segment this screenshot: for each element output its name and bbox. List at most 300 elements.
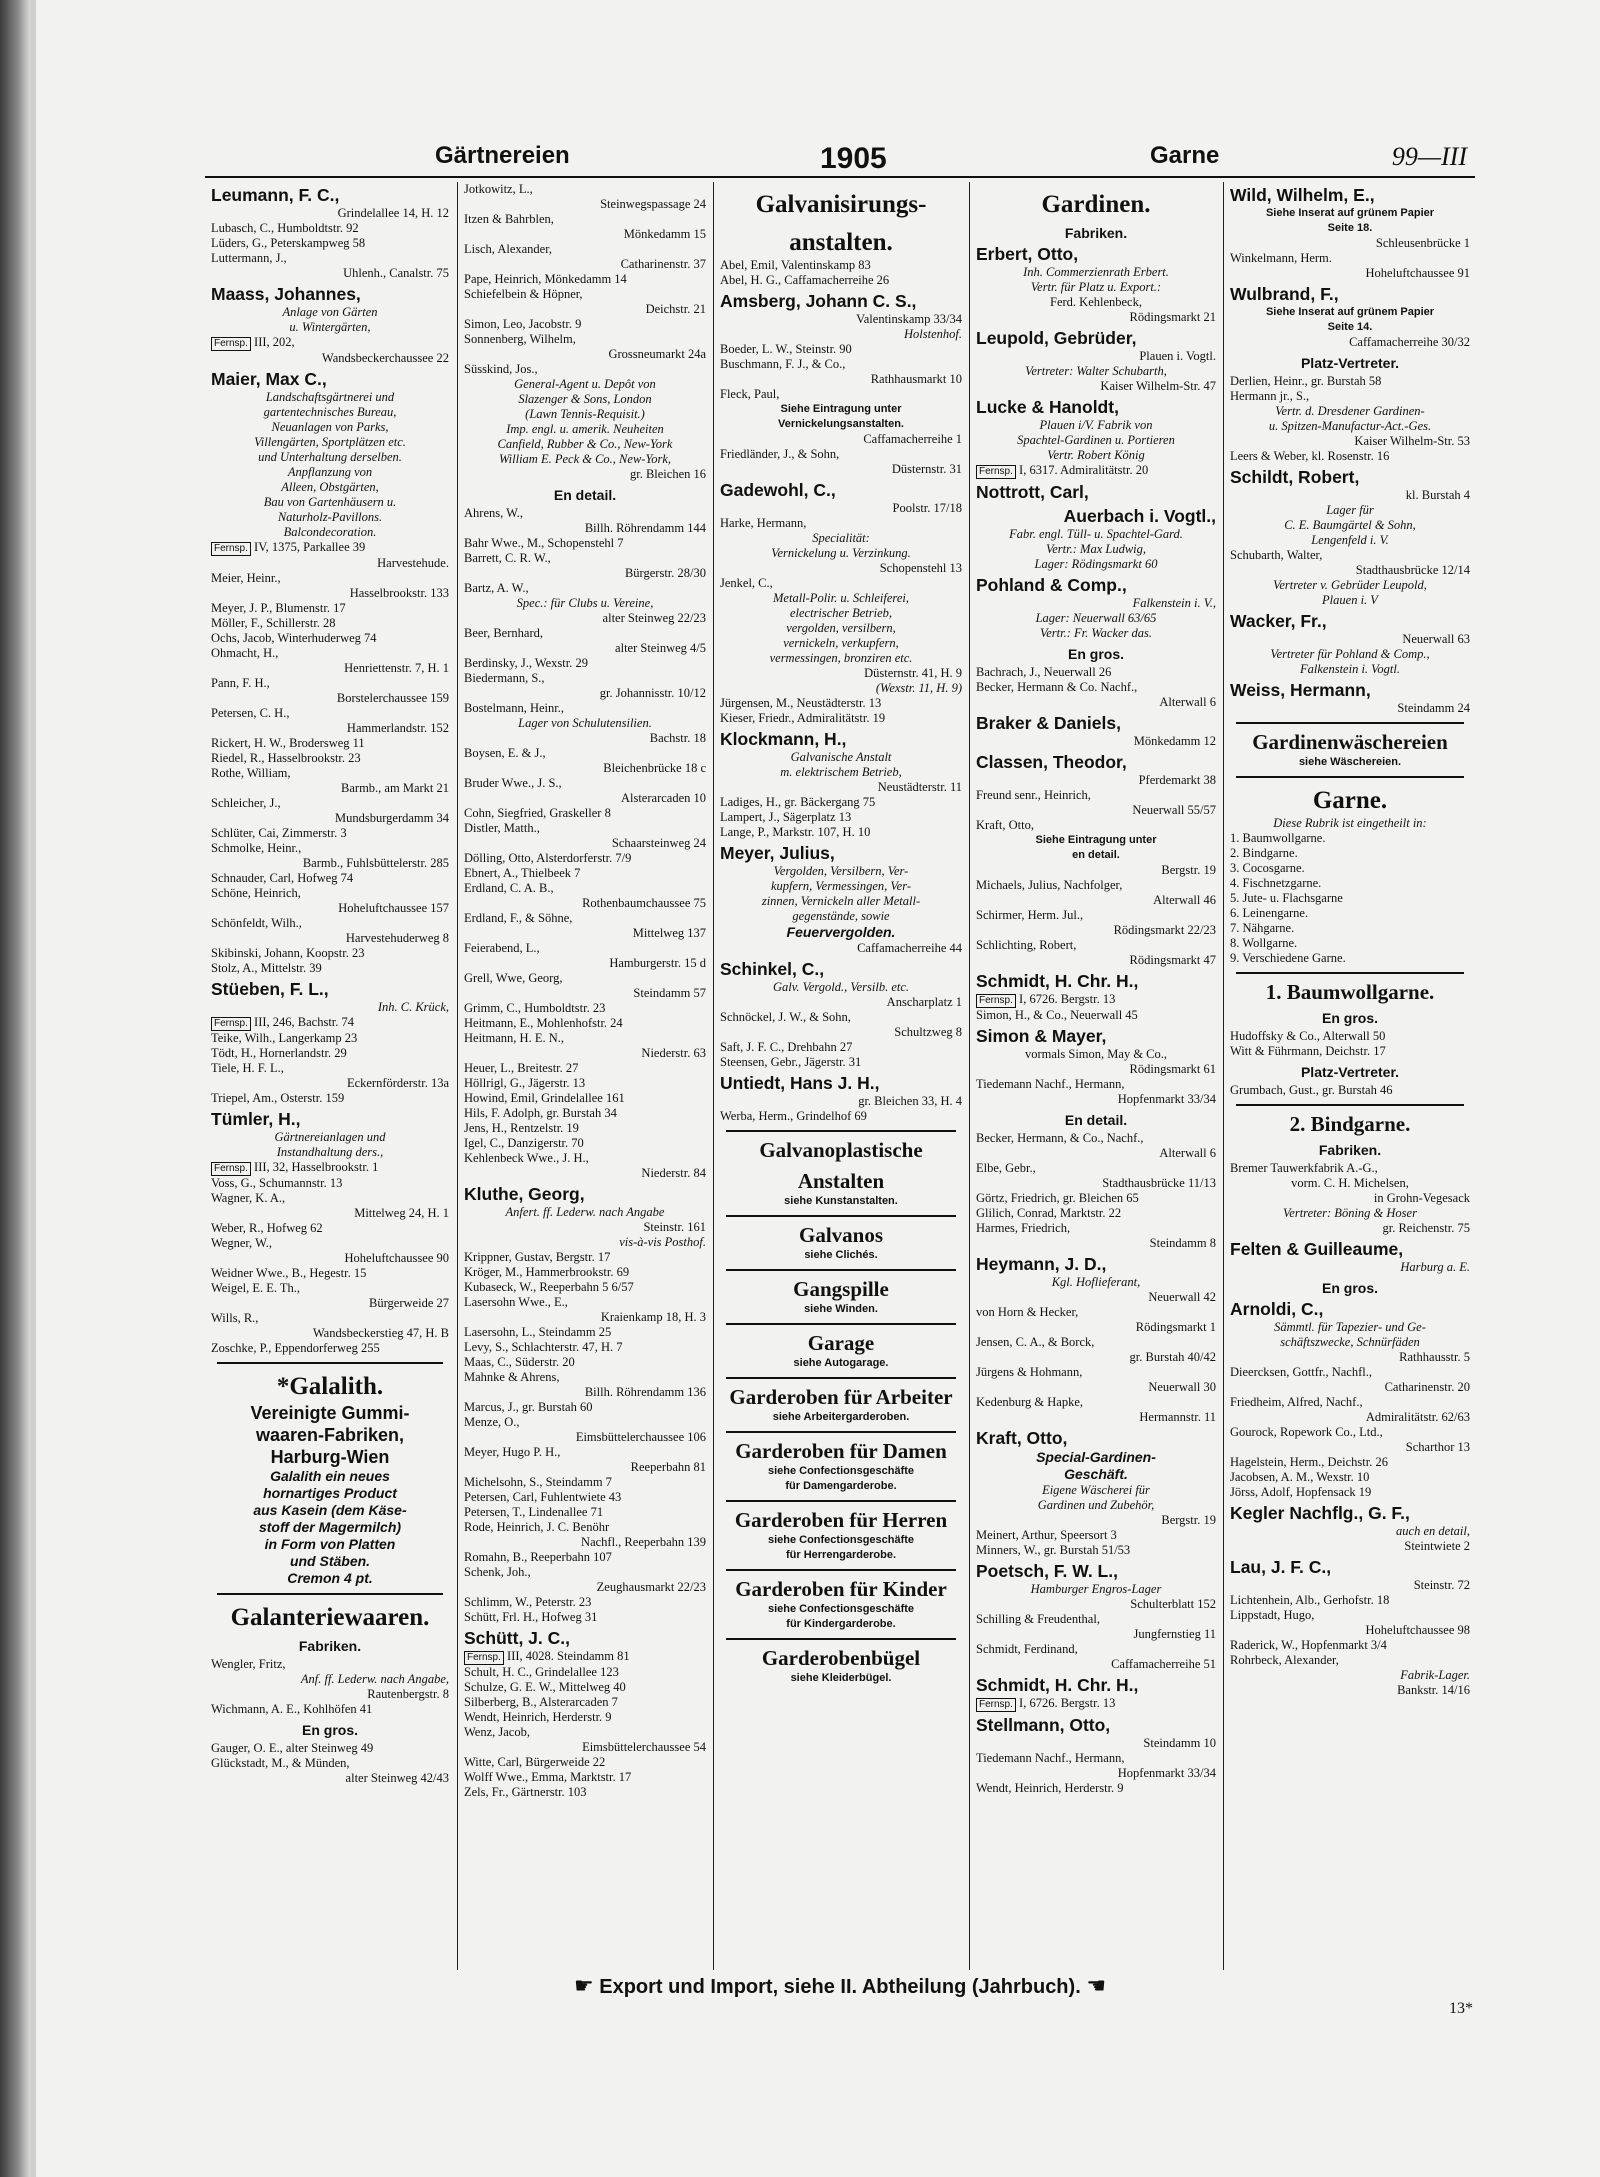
entry-description: electrischer Betrieb, (789, 606, 893, 620)
entry-line: Lasersohn Wwe., E., (464, 1295, 568, 1309)
entry-line: Lubasch, C., Humboldtstr. 92 (211, 221, 359, 235)
entry-line: Bachrach, J., Neuerwall 26 (976, 665, 1112, 679)
entry-name: Maass, Johannes, (211, 284, 361, 304)
cross-reference: Vernickelungsanstalten. (778, 418, 904, 430)
column-3 (713, 182, 968, 1970)
address-line: Admiralitätstr. 62/63 (1365, 1410, 1470, 1424)
address-line: Hopfenmarkt 33/34 (1117, 1092, 1216, 1106)
entry-line: Cohn, Siegfried, Graskeller 8 (464, 806, 611, 820)
entry-line: Hagelstein, Herm., Deichstr. 26 (1230, 1455, 1388, 1469)
entry-line: Pape, Heinrich, Mönkedamm 14 (464, 272, 627, 286)
entry-description: Lengenfeld i. V. (1311, 533, 1389, 547)
entry-line: Rode, Heinrich, J. C. Benöhr (464, 1520, 610, 1534)
pointing-hand-left-icon: ☚ (1086, 1973, 1107, 1998)
entry-line: Schönfeldt, Wilh., (211, 916, 302, 930)
entry-line: Witte, Carl, Bürgerweide 22 (464, 1755, 606, 1769)
telephone-icon: Fernsp. (211, 1162, 251, 1176)
entry-line: Winkelmann, Herm. (1230, 251, 1332, 265)
entry-description: General-Agent u. Depôt von (514, 377, 656, 391)
entry-line: Berdinsky, J., Wexstr. 29 (464, 656, 588, 670)
subsection-heading: En gros. (1067, 646, 1124, 662)
entry-line: Schnauder, Carl, Hofweg 74 (211, 871, 354, 885)
entry-description: vis-à-vis Posthof. (619, 1235, 706, 1249)
entry-line: Zoschke, P., Eppendorferweg 255 (211, 1341, 380, 1355)
entry-line: Meyer, Hugo P. H., (464, 1445, 561, 1459)
cross-reference: siehe Kunstanstalten. (784, 1195, 898, 1207)
address-line: Hoheluftchaussee 98 (1365, 1623, 1470, 1637)
entry-line: Minners, W., gr. Burstah 51/53 (976, 1543, 1131, 1557)
address-line: Poolstr. 17/18 (892, 501, 962, 515)
entry-line: Jörss, Adolf, Hopfensack 19 (1230, 1485, 1372, 1499)
address-line: Neustädterstr. 11 (877, 780, 962, 794)
cross-reference: siehe Confectionsgeschäfte (767, 1603, 915, 1615)
address-line: Caffamacherreihe 44 (857, 941, 962, 955)
entry-line: vormals Simon, May & Co., (1024, 1047, 1168, 1061)
telephone-entry (211, 1015, 449, 1031)
advert-text: aus Kasein (dem Käse- (253, 1502, 407, 1518)
entry-line: Lüders, G., Peterskampweg 58 (211, 236, 366, 250)
address-line: Deichstr. 21 (645, 302, 706, 316)
address-line: Billh. Röhrendamm 144 (584, 521, 706, 535)
address-line: Catharinenstr. 20 (1384, 1380, 1470, 1394)
entry-description: Vernickelung u. Verzinkung. (771, 546, 911, 560)
entry-line: Schenk, Joh., (464, 1565, 531, 1579)
entry-line: Silberberg, B., Alsterarcaden 7 (464, 1695, 618, 1709)
section-heading: Garderoben für Kinder (735, 1577, 947, 1601)
telephone-entry (976, 992, 1216, 1008)
entry-line: Hils, F. Adolph, gr. Burstah 34 (464, 1106, 617, 1120)
footer-export-note (205, 1973, 1475, 1999)
entry-name: Leumann, F. C., (211, 185, 340, 205)
entry-description: Lager: Rödingsmarkt 60 (1034, 557, 1158, 571)
column-1 (205, 182, 455, 1970)
address-line: Rödingsmarkt 47 (1129, 953, 1216, 967)
address-line: Henriettenstr. 7, H. 1 (344, 661, 449, 675)
page-edge (30, 0, 36, 2177)
entry-line: Wolff Wwe., Emma, Marktstr. 17 (464, 1770, 632, 1784)
entry-line: Maas, C., Süderstr. 20 (464, 1355, 575, 1369)
entry-line: Weigel, E. E. Th., (211, 1281, 301, 1295)
entry-name: Maier, Max C., (211, 369, 327, 389)
cross-reference: siehe Clichés. (804, 1249, 878, 1261)
entry-line: Petersen, T., Lindenallee 71 (464, 1505, 604, 1519)
entry-name: Gadewohl, C., (720, 480, 836, 500)
address-line: Valentinskamp 33/34 (856, 312, 962, 326)
entry-line: Zels, Fr., Gärtnerstr. 103 (464, 1785, 587, 1799)
section-heading: Anstalten (797, 1169, 885, 1193)
entry-line: Schlimm, W., Peterstr. 23 (464, 1595, 592, 1609)
entry-name: Kegler Nachflg., G. F., (1230, 1503, 1410, 1523)
entry-name: Kraft, Otto, (976, 1428, 1068, 1448)
entry-line: Witt & Führmann, Deichstr. 17 (1230, 1044, 1386, 1058)
address-line: Steinstr. 72 (1413, 1578, 1470, 1592)
entry-description: Lager für (1326, 503, 1374, 517)
section-heading: Garderobenbügel (761, 1646, 921, 1670)
header-left: Gärtnereien (435, 142, 570, 169)
entry-line: Riedel, R., Hasselbrookstr. 23 (211, 751, 361, 765)
address-line: gr. Johannisstr. 10/12 (599, 686, 706, 700)
entry-line: Schult, H. C., Grindelallee 123 (464, 1665, 619, 1679)
section-rule (726, 1215, 956, 1217)
address-line: Schultzweg 8 (894, 1025, 962, 1039)
entry-line: Grimm, C., Humboldtstr. 23 (464, 1001, 606, 1015)
entry-line: Steensen, Gebr., Jägerstr. 31 (720, 1055, 862, 1069)
address-line: Steintwiete 2 (1404, 1539, 1470, 1553)
advert-headline: Vereinigte Gummi- (250, 1403, 410, 1423)
section-heading: 2. Bindgarne. (1289, 1112, 1411, 1136)
entry-description: Anfert. ff. Lederw. nach Angabe (505, 1205, 665, 1219)
entry-description: Vertreter v. Gebrüder Leupold, (1273, 578, 1427, 592)
entry-line: Petersen, C. H., (211, 706, 290, 720)
rubric-list-item: 8. Wollgarne. (1230, 936, 1298, 950)
entry-line: Friedländer, J., & Sohn, (720, 447, 840, 461)
cross-reference: Seite 14. (1327, 321, 1373, 333)
address-line: Neuerwall 42 (1148, 1290, 1216, 1304)
section-heading: Garderoben für Herren (734, 1508, 948, 1532)
entry-description: Gardinen und Zubehör, (1037, 1498, 1155, 1512)
entry-name: Schütt, J. C., (464, 1628, 570, 1648)
entry-line: Wendt, Heinrich, Herderstr. 9 (464, 1710, 612, 1724)
address-line: gr. Bleichen 16 (629, 467, 706, 481)
entry-line: Bruder Wwe., J. S., (464, 776, 562, 790)
entry-description: Vertreter: Walter Schubarth, (1025, 364, 1167, 378)
entry-description: Instandhaltung ders., (276, 1145, 384, 1159)
entry-description: (Wexstr. 11, H. 9) (875, 681, 962, 695)
entry-line: Biedermann, S., (464, 671, 545, 685)
entry-line: Kedenburg & Hapke, (976, 1395, 1084, 1409)
entry-name: Schildt, Robert, (1230, 467, 1360, 487)
advert-text: Special-Gardinen- (1036, 1449, 1156, 1465)
entry-line: Boeder, L. W., Steinstr. 90 (720, 342, 852, 356)
entry-line: Grell, Wwe, Georg, (464, 971, 563, 985)
entry-description: Slazenger & Sons, London (518, 392, 652, 406)
section-rule (726, 1638, 956, 1640)
telephone-icon: Fernsp. (976, 465, 1016, 479)
entry-line: Bahr Wwe., M., Schopenstehl 7 (464, 536, 624, 550)
subsection-heading: Fabriken. (1318, 1142, 1382, 1158)
entry-description: Plauen i. V (1322, 593, 1378, 607)
telephone-text: III, 246, Bachstr. 74 (254, 1015, 355, 1029)
address-line: Hamburgerstr. 15 d (609, 956, 706, 970)
entry-line: Möller, F., Schillerstr. 28 (211, 616, 336, 630)
address-line: gr. Bleichen 33, H. 4 (858, 1094, 962, 1108)
telephone-icon: Fernsp. (211, 542, 251, 556)
entry-line: Ahrens, W., (464, 506, 524, 520)
address-line: Hermannstr. 11 (1139, 1410, 1216, 1424)
subsection-heading: En gros. (301, 1722, 358, 1738)
entry-line: Weber, R., Hofweg 62 (211, 1221, 323, 1235)
entry-line: Schöne, Heinrich, (211, 886, 301, 900)
entry-description: Falkenstein i. V., (1132, 596, 1216, 610)
cross-reference: siehe Confectionsgeschäfte (767, 1465, 915, 1477)
address-line: Bürgerweide 27 (369, 1296, 449, 1310)
address-line: alter Steinweg 22/23 (602, 611, 706, 625)
address-line: Rödingsmarkt 22/23 (1113, 923, 1216, 937)
entry-line: Jens, H., Rentzelstr. 19 (464, 1121, 579, 1135)
entry-description: Vertreter: Böning & Hoser (1283, 1206, 1417, 1220)
entry-line: Jürgensen, M., Neustädterstr. 13 (720, 696, 882, 710)
address-line: Wandsbeckerchaussee 22 (321, 351, 449, 365)
sheet-signature: 13* (1449, 2000, 1473, 2017)
telephone-entry (976, 1696, 1216, 1712)
telephone-text: IV, 1375, Parkallee 39 (254, 540, 366, 554)
entry-description: Falkenstein i. Vogtl. (1300, 662, 1400, 676)
entry-name: Schinkel, C., (720, 959, 825, 979)
address-line: Caffamacherreihe 51 (1111, 1657, 1216, 1671)
entry-line: Distler, Matth., (464, 821, 540, 835)
cross-reference: Siehe Eintragung unter (1035, 834, 1157, 846)
entry-description: m. elektrischem Betrieb, (780, 765, 902, 779)
entry-description: Bau von Gartenhäusern u. (263, 495, 397, 509)
entry-line: Michelsohn, S., Steindamm 7 (464, 1475, 612, 1489)
header-right: Garne (1150, 142, 1220, 169)
address-line: Nachfl., Reeperbahn 139 (581, 1535, 706, 1549)
subsection-heading: Platz-Vertreter. (1300, 1064, 1400, 1080)
entry-line: Meyer, J. P., Blumenstr. 17 (211, 601, 346, 615)
address-line: alter Steinweg 42/43 (345, 1771, 449, 1785)
address-line: Schulterblatt 152 (1130, 1597, 1216, 1611)
cross-reference: siehe Winden. (804, 1303, 878, 1315)
entry-line: Boysen, E. & J., (464, 746, 546, 760)
entry-line: Marcus, J., gr. Burstah 60 (464, 1400, 593, 1414)
address-line: Steinwegspassage 24 (600, 197, 706, 211)
address-line: alter Steinweg 4/5 (615, 641, 706, 655)
entry-line: Pann, F. H., (211, 676, 270, 690)
entry-line: Sonnenberg, Wilhelm, (464, 332, 576, 346)
cross-reference: Siehe Eintragung unter (780, 403, 902, 415)
advert-text: Galalith ein neues (270, 1468, 390, 1484)
entry-line: Heuer, L., Breitestr. 27 (464, 1061, 579, 1075)
address-line: Steinstr. 161 (643, 1220, 706, 1234)
entry-line: Wichmann, A. E., Kohlhöfen 41 (211, 1702, 373, 1716)
entry-line: Abel, H. G., Caffamacherreihe 26 (720, 273, 890, 287)
cross-reference: siehe Kleiderbügel. (790, 1672, 892, 1684)
entry-line: Schubarth, Walter, (1230, 548, 1323, 562)
section-heading: Garderoben für Arbeiter (729, 1385, 953, 1409)
entry-line: Dölling, Otto, Alsterdorferstr. 7/9 (464, 851, 632, 865)
subsection-heading: En gros. (1321, 1280, 1378, 1296)
address-line: Mittelweg 137 (632, 926, 706, 940)
section-heading: 1. Baumwollgarne. (1265, 980, 1435, 1004)
entry-line: Werba, Herm., Grindelhof 69 (720, 1109, 867, 1123)
address-line: Caffamacherreihe 1 (863, 432, 962, 446)
entry-line: Becker, Hermann & Co. Nachf., (976, 680, 1138, 694)
section-rule (217, 1593, 443, 1595)
subsection-heading: Platz-Vertreter. (1300, 355, 1400, 371)
entry-line: Mahnke & Ahrens, (464, 1370, 560, 1384)
rubric-list-item: 7. Nähgarne. (1230, 921, 1295, 935)
address-line: Hammerlandstr. 152 (346, 721, 449, 735)
entry-line: Schiefelbein & Höpner, (464, 287, 583, 301)
entry-line: Wegner, W., (211, 1236, 272, 1250)
entry-description: Landschaftsgärtnerei und (265, 390, 395, 404)
entry-name: Untiedt, Hans J. H., (720, 1073, 880, 1093)
entry-description: vermessingen, bronziren etc. (769, 651, 913, 665)
cross-reference: für Kindergarderobe. (786, 1618, 896, 1630)
entry-line: Wills, R., (211, 1311, 259, 1325)
entry-name: Nottrott, Carl, (976, 482, 1089, 502)
entry-line: Stolz, A., Mittelstr. 39 (211, 961, 322, 975)
entry-line: Rothe, William, (211, 766, 291, 780)
entry-line: Schmolke, Heinr., (211, 841, 302, 855)
address-line: Barmb., am Markt 21 (341, 781, 449, 795)
section-heading: Garne. (1312, 787, 1388, 814)
entry-line: Barrett, C. R. W., (464, 551, 551, 565)
telephone-entry (211, 1160, 449, 1176)
cross-reference: siehe Arbeitergarderoben. (772, 1411, 910, 1423)
entry-description: Fabrik-Lager. (1400, 1668, 1470, 1682)
column-5 (1223, 182, 1476, 1970)
column-2 (457, 182, 712, 1970)
section-rule (726, 1500, 956, 1502)
entry-description: Lager von Schulutensilien. (518, 716, 652, 730)
entry-description: auch en detail, (1396, 1524, 1470, 1538)
entry-name: Schmidt, H. Chr. H., (976, 1675, 1139, 1695)
entry-line: Hudoffsky & Co., Alterwall 50 (1230, 1029, 1386, 1043)
address-line: Kraienkamp 18, H. 3 (600, 1310, 706, 1324)
entry-line: Schütt, Frl. H., Hofweg 31 (464, 1610, 598, 1624)
entry-line: Süsskind, Jos., (464, 362, 538, 376)
entry-description: Vertr. für Platz u. Export.: (1030, 280, 1162, 294)
entry-line: Bartz, A. W., (464, 581, 529, 595)
section-rule (1236, 972, 1464, 974)
telephone-entry (976, 463, 1216, 479)
entry-name: Arnoldi, C., (1230, 1299, 1324, 1319)
entry-line: Jacobsen, A. M., Wexstr. 10 (1230, 1470, 1370, 1484)
export-note-text: Export und Import, siehe II. Abtheilung (Jahrbuch). (599, 1976, 1081, 1998)
cross-reference: für Herrengarderobe. (785, 1549, 897, 1561)
entry-line: Meinert, Arthur, Speersort 3 (976, 1528, 1117, 1542)
entry-description: und Unterhaltung derselben. (258, 450, 402, 464)
section-heading: Gangspille (793, 1277, 889, 1301)
entry-name: Heymann, J. D., (976, 1254, 1107, 1274)
entry-name: Lucke & Hanoldt, (976, 397, 1119, 417)
entry-line: Rohrbeck, Alexander, (1230, 1653, 1339, 1667)
entry-description: Spec.: für Clubs u. Vereine, (516, 596, 654, 610)
address-line: Harvestehuderweg 8 (345, 931, 449, 945)
telephone-entry (464, 1649, 706, 1665)
address-line: kl. Burstah 4 (1405, 488, 1470, 502)
address-line: Bergstr. 19 (1161, 1513, 1216, 1527)
entry-description: (Lawn Tennis-Requisit.) (525, 407, 645, 421)
entry-line: Glilich, Conrad, Marktstr. 22 (976, 1206, 1122, 1220)
address-line: Steindamm 8 (1149, 1236, 1216, 1250)
entry-line: Becker, Hermann, & Co., Nachf., (976, 1131, 1144, 1145)
cross-reference: siehe Autogarage. (793, 1357, 889, 1369)
book-gutter (0, 0, 30, 2177)
rubric-list-item: 2. Bindgarne. (1230, 846, 1298, 860)
address-line: Mönkedamm 12 (1133, 734, 1216, 748)
entry-description: Spachtel-Gardinen u. Portieren (1017, 433, 1175, 447)
entry-description: Holstenhof. (904, 327, 962, 341)
entry-description: Vertreter für Pohland & Comp., (1270, 647, 1430, 661)
address-line: Schaarsteinweg 24 (611, 836, 706, 850)
section-rule (726, 1269, 956, 1271)
address-line: Bankstr. 14/16 (1397, 1683, 1470, 1697)
address-line: Neuerwall 55/57 (1132, 803, 1216, 817)
address-line: Caffamacherreihe 30/32 (1349, 335, 1470, 349)
entry-description: Sämmtl. für Tapezier- und Ge- (1274, 1320, 1426, 1334)
entry-description: Eigene Wäscherei für (1042, 1483, 1150, 1497)
telephone-icon: Fernsp. (464, 1651, 504, 1665)
address-line: Neuerwall 30 (1148, 1380, 1216, 1394)
address-line: Rödingsmarkt 21 (1129, 310, 1216, 324)
rubric-list-item: 3. Cocosgarne. (1230, 861, 1305, 875)
rubric-list-item: 4. Fischnetzgarne. (1230, 876, 1322, 890)
page-number: 99—III (1391, 142, 1467, 171)
section-rule (726, 1569, 956, 1571)
address-line: Düsternstr. 41, H. 9 (864, 666, 962, 680)
subsection-heading: En gros. (1321, 1010, 1378, 1026)
entry-line: Luttermann, J., (211, 251, 287, 265)
entry-name: Wacker, Fr., (1230, 611, 1327, 631)
address-line: Rödingsmarkt 1 (1135, 1320, 1216, 1334)
entry-line: Buschmann, F. J., & Co., (720, 357, 846, 371)
section-rule (217, 1362, 443, 1364)
address-line: Bergstr. 19 (1161, 863, 1216, 877)
section-heading: Gardinenwäschereien (1252, 730, 1448, 754)
address-line: gr. Reichenstr. 75 (1382, 1221, 1470, 1235)
telephone-text: I, 6317. Admiralitätstr. 20 (1019, 463, 1149, 477)
entry-line: Kröger, M., Hammerbrookstr. 69 (464, 1265, 630, 1279)
telephone-entry (211, 540, 449, 556)
entry-line: Hermann jr., S., (1230, 389, 1310, 403)
entry-name: Simon & Mayer, (976, 1026, 1107, 1046)
address-line: Rathhausmarkt 10 (870, 372, 962, 386)
entry-line: Wengler, Fritz, (211, 1657, 286, 1671)
entry-line: Feierabend, L., (464, 941, 540, 955)
address-line: Eimsbüttelerchaussee 106 (575, 1430, 706, 1444)
address-line: Pferdemarkt 38 (1138, 773, 1216, 787)
section-heading: Galvanisirungs- (755, 191, 927, 218)
entry-line: Heitmann, H. E. N., (464, 1031, 564, 1045)
telephone-text: I, 6726. Bergstr. 13 (1019, 992, 1116, 1006)
address-line: Jungfernstieg 11 (1133, 1627, 1216, 1641)
address-line: Eckernförderstr. 13a (346, 1076, 449, 1090)
address-line: Rathhausstr. 5 (1399, 1350, 1470, 1364)
entry-name: Pohland & Comp., (976, 575, 1127, 595)
header-rule (205, 176, 1475, 178)
entry-description: Diese Rubrik ist eingetheilt in: (1273, 816, 1427, 830)
entry-description: Inh. Commerzienrath Erbert. (1023, 265, 1169, 279)
rubric-list-item: 9. Verschiedene Garne. (1230, 951, 1346, 965)
section-rule (726, 1431, 956, 1433)
entry-description: kupfern, Vermessingen, Ver- (771, 879, 911, 893)
address-line: Reeperbahn 81 (630, 1460, 706, 1474)
address-line: Steindamm 10 (1143, 1736, 1216, 1750)
address-line: Hasselbrookstr. 133 (349, 586, 449, 600)
telephone-icon: Fernsp. (976, 994, 1016, 1008)
address-line: Hoheluftchaussee 157 (338, 901, 449, 915)
cross-reference: Siehe Inserat auf grünem Papier (1265, 207, 1435, 219)
entry-line: vorm. C. H. Michelsen, (1291, 1176, 1409, 1190)
telephone-entry (211, 335, 449, 351)
entry-name: Meyer, Julius, (720, 843, 835, 863)
advert-text: und Stäben. (289, 1553, 371, 1569)
entry-line: Itzen & Bahrblen, (464, 212, 554, 226)
entry-line: Wendt, Heinrich, Herderstr. 9 (976, 1781, 1124, 1795)
cross-reference: für Damengarderobe. (785, 1480, 897, 1492)
entry-line: Tiedemann Nachf., Hermann, (976, 1077, 1125, 1091)
entry-description: schäftszwecke, Schnürfäden (1280, 1335, 1420, 1349)
entry-line: Levy, S., Schlachterstr. 47, H. 7 (464, 1340, 623, 1354)
entry-description: Galvanische Anstalt (790, 750, 892, 764)
address-line: Barmb., Fuhlsbüttelerstr. 285 (302, 856, 449, 870)
cross-reference: en detail. (1072, 849, 1120, 861)
section-rule (1236, 776, 1464, 778)
address-line: Bleichenbrücke 18 c (603, 761, 706, 775)
entry-line: Schulze, G. E. W., Mittelweg 40 (464, 1680, 626, 1694)
